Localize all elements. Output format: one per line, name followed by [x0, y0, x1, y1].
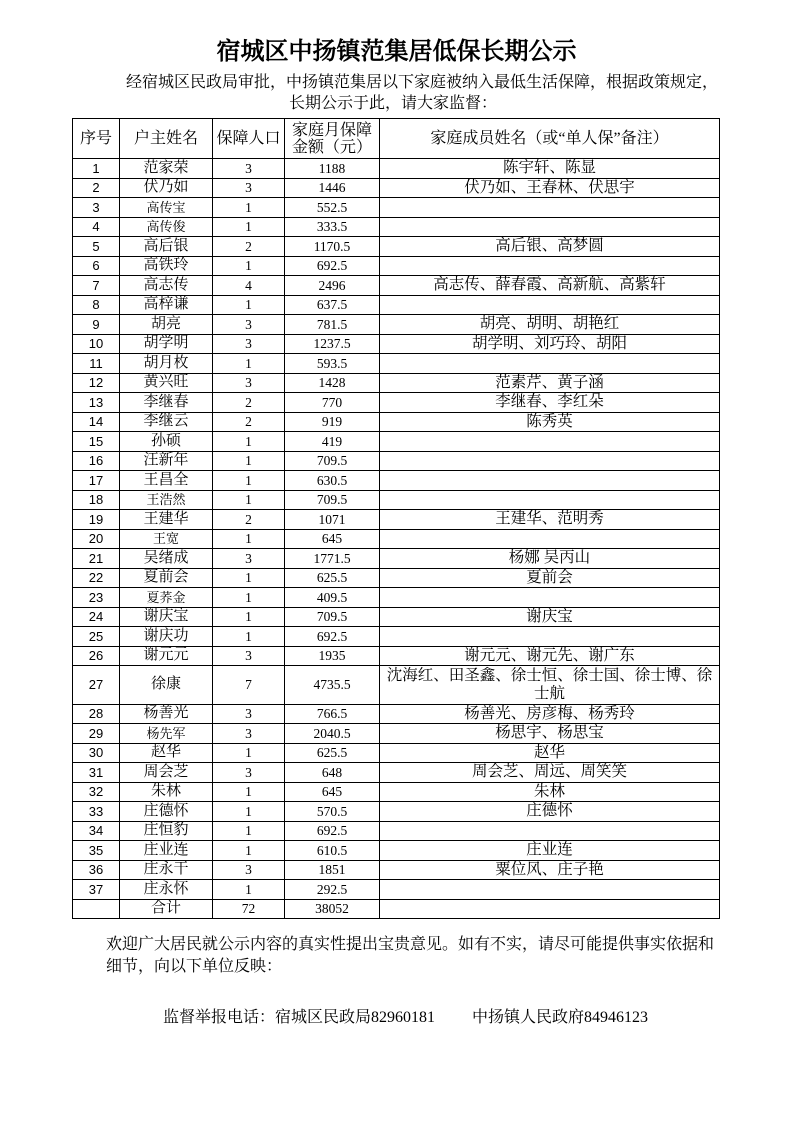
- row-number-cell: 33: [73, 802, 120, 822]
- household-head-cell: 朱林: [120, 782, 213, 802]
- household-head-cell: 胡学明: [120, 334, 213, 354]
- monthly-amount-cell: 648: [285, 763, 380, 783]
- table-body: [73, 159, 720, 900]
- covered-persons-cell: 1: [213, 354, 285, 374]
- monthly-amount-cell: 625.5: [285, 568, 380, 588]
- row-number-cell: 1: [73, 159, 120, 179]
- table-row: [73, 373, 720, 393]
- family-members-cell: 夏前会: [380, 568, 720, 588]
- table-row: [73, 471, 720, 491]
- row-number-cell: 8: [73, 295, 120, 315]
- row-number-cell: 26: [73, 646, 120, 666]
- monthly-amount-cell: 1446: [285, 178, 380, 198]
- table-row: [73, 646, 720, 666]
- covered-persons-cell: 2: [213, 412, 285, 432]
- table-row: [73, 159, 720, 179]
- household-head-cell: 李继云: [120, 412, 213, 432]
- monthly-amount-cell: 1237.5: [285, 334, 380, 354]
- table-row: [73, 451, 720, 471]
- household-head-cell: 王昌全: [120, 471, 213, 491]
- family-members-cell: 谢元元、谢元先、谢广东: [380, 646, 720, 666]
- monthly-amount-cell: 709.5: [285, 490, 380, 510]
- household-head-cell: 杨善光: [120, 704, 213, 724]
- monthly-amount-cell: 919: [285, 412, 380, 432]
- covered-persons-cell: 3: [213, 334, 285, 354]
- family-members-cell: [380, 198, 720, 218]
- family-members-cell: [380, 880, 720, 900]
- covered-persons-cell: 3: [213, 646, 285, 666]
- family-members-cell: 朱林: [380, 782, 720, 802]
- family-members-cell: [380, 471, 720, 491]
- monthly-amount-cell: 570.5: [285, 802, 380, 822]
- covered-persons-cell: 3: [213, 704, 285, 724]
- total-label-cell: 合计: [120, 899, 213, 919]
- monthly-amount-cell: 610.5: [285, 841, 380, 861]
- monthly-amount-cell: 692.5: [285, 627, 380, 647]
- monthly-amount-cell: 333.5: [285, 217, 380, 237]
- table-row: [73, 432, 720, 452]
- table-row: [73, 315, 720, 335]
- monthly-amount-cell: 630.5: [285, 471, 380, 491]
- table-row: [73, 334, 720, 354]
- header-monthly-amount: [285, 119, 380, 159]
- header-household-head: 户主姓名: [120, 119, 213, 159]
- table-row: [73, 860, 720, 880]
- table-row: [73, 666, 720, 705]
- household-head-cell: 杨先军: [120, 724, 213, 744]
- total-family-members-cell: [380, 899, 720, 919]
- monthly-amount-cell: 2496: [285, 276, 380, 296]
- row-number-cell: 17: [73, 471, 120, 491]
- monthly-amount-cell: 593.5: [285, 354, 380, 374]
- table-row: [73, 217, 720, 237]
- row-number-cell: 21: [73, 549, 120, 569]
- monthly-amount-cell: 625.5: [285, 743, 380, 763]
- table-row: [73, 529, 720, 549]
- household-head-cell: 高后银: [120, 237, 213, 257]
- table-total: [73, 899, 720, 919]
- family-members-cell: [380, 432, 720, 452]
- table-row: [73, 237, 720, 257]
- family-members-cell: [380, 295, 720, 315]
- table-header: [73, 119, 720, 159]
- table-row: [73, 256, 720, 276]
- family-members-cell: [380, 354, 720, 374]
- family-members-cell: 伏乃如、王春林、伏思宇: [380, 178, 720, 198]
- table-row: [73, 743, 720, 763]
- header-monthly-amount-line-2: 金额（元）: [291, 138, 372, 156]
- household-head-cell: 高梓谦: [120, 295, 213, 315]
- family-members-cell: 粟位风、庄子艳: [380, 860, 720, 880]
- covered-persons-cell: 1: [213, 471, 285, 491]
- covered-persons-cell: 1: [213, 841, 285, 861]
- row-number-cell: 24: [73, 607, 120, 627]
- monthly-amount-cell: 4735.5: [285, 666, 380, 705]
- household-head-cell: 伏乃如: [120, 178, 213, 198]
- header-monthly-amount-line-1: 家庭月保障: [291, 121, 372, 139]
- covered-persons-cell: 7: [213, 666, 285, 705]
- row-number-cell: 16: [73, 451, 120, 471]
- row-number-cell: 5: [73, 237, 120, 257]
- table-row: [73, 588, 720, 608]
- covered-persons-cell: 1: [213, 607, 285, 627]
- covered-persons-cell: 3: [213, 159, 285, 179]
- table-row: [73, 880, 720, 900]
- subsistence-allowance-table: [72, 118, 720, 919]
- row-number-cell: 25: [73, 627, 120, 647]
- total-monthly-amount-cell: 38052: [285, 899, 380, 919]
- covered-persons-cell: 1: [213, 880, 285, 900]
- family-members-cell: [380, 256, 720, 276]
- covered-persons-cell: 1: [213, 295, 285, 315]
- family-members-cell: 庄业连: [380, 841, 720, 861]
- total-row: [73, 899, 720, 919]
- row-number-cell: 32: [73, 782, 120, 802]
- intro-line-2: 长期公示于此，请大家监督：: [289, 95, 498, 112]
- monthly-amount-cell: 1851: [285, 860, 380, 880]
- family-members-cell: [380, 529, 720, 549]
- household-head-cell: 汪新年: [120, 451, 213, 471]
- household-head-cell: 李继春: [120, 393, 213, 413]
- monthly-amount-cell: 292.5: [285, 880, 380, 900]
- household-head-cell: 周会芝: [120, 763, 213, 783]
- row-number-cell: 36: [73, 860, 120, 880]
- header-family-members: 家庭成员姓名（或“单人保”备注）: [380, 119, 720, 159]
- table-row: [73, 198, 720, 218]
- table-row: [73, 295, 720, 315]
- family-members-cell: 高志传、薛春霞、高新航、高紫轩: [380, 276, 720, 296]
- row-number-cell: 22: [73, 568, 120, 588]
- row-number-cell: 34: [73, 821, 120, 841]
- row-number-cell: 20: [73, 529, 120, 549]
- row-number-cell: 15: [73, 432, 120, 452]
- covered-persons-cell: 1: [213, 588, 285, 608]
- contact-line: [163, 1007, 648, 1029]
- covered-persons-cell: 1: [213, 529, 285, 549]
- covered-persons-cell: 3: [213, 315, 285, 335]
- header-row: [73, 119, 720, 159]
- covered-persons-cell: 1: [213, 627, 285, 647]
- row-number-cell: 31: [73, 763, 120, 783]
- household-head-cell: 高传宝: [120, 198, 213, 218]
- household-head-cell: 庄德怀: [120, 802, 213, 822]
- total-covered-persons-cell: 72: [213, 899, 285, 919]
- family-members-cell: [380, 627, 720, 647]
- covered-persons-cell: 3: [213, 724, 285, 744]
- table-row: [73, 704, 720, 724]
- monthly-amount-cell: 409.5: [285, 588, 380, 608]
- table-row: [73, 782, 720, 802]
- household-head-cell: 王宽: [120, 529, 213, 549]
- table-row: [73, 178, 720, 198]
- family-members-cell: [380, 490, 720, 510]
- household-head-cell: 谢庆功: [120, 627, 213, 647]
- family-members-cell: [380, 217, 720, 237]
- covered-persons-cell: 3: [213, 178, 285, 198]
- covered-persons-cell: 1: [213, 256, 285, 276]
- household-head-cell: 高传俊: [120, 217, 213, 237]
- household-head-cell: 徐康: [120, 666, 213, 705]
- household-head-cell: 庄永干: [120, 860, 213, 880]
- row-number-cell: 11: [73, 354, 120, 374]
- household-head-cell: 赵华: [120, 743, 213, 763]
- monthly-amount-cell: 645: [285, 529, 380, 549]
- header-covered-persons: 保障人口: [213, 119, 285, 159]
- table-row: [73, 724, 720, 744]
- monthly-amount-cell: 1188: [285, 159, 380, 179]
- notice-title: 宿城区中扬镇范集居低保长期公示: [216, 39, 577, 65]
- family-members-cell: 杨善光、房彦梅、杨秀玲: [380, 704, 720, 724]
- row-number-cell: 3: [73, 198, 120, 218]
- row-number-cell: 14: [73, 412, 120, 432]
- family-members-cell: 陈宇轩、陈显: [380, 159, 720, 179]
- covered-persons-cell: 1: [213, 432, 285, 452]
- family-members-cell: 杨娜 吴丙山: [380, 549, 720, 569]
- monthly-amount-cell: 2040.5: [285, 724, 380, 744]
- household-head-cell: 庄业连: [120, 841, 213, 861]
- covered-persons-cell: 1: [213, 490, 285, 510]
- covered-persons-cell: 1: [213, 802, 285, 822]
- monthly-amount-cell: 766.5: [285, 704, 380, 724]
- table-row: [73, 802, 720, 822]
- row-number-cell: 23: [73, 588, 120, 608]
- monthly-amount-cell: 781.5: [285, 315, 380, 335]
- row-number-cell: 18: [73, 490, 120, 510]
- row-number-cell: 30: [73, 743, 120, 763]
- monthly-amount-cell: 1170.5: [285, 237, 380, 257]
- table-row: [73, 841, 720, 861]
- table-row: [73, 821, 720, 841]
- covered-persons-cell: 1: [213, 821, 285, 841]
- row-number-cell: 27: [73, 666, 120, 705]
- monthly-amount-cell: 1428: [285, 373, 380, 393]
- family-members-cell: 王建华、范明秀: [380, 510, 720, 530]
- household-head-cell: 王浩然: [120, 490, 213, 510]
- monthly-amount-cell: 645: [285, 782, 380, 802]
- household-head-cell: 庄恒豹: [120, 821, 213, 841]
- table-row: [73, 412, 720, 432]
- household-head-cell: 范家荣: [120, 159, 213, 179]
- row-number-cell: 13: [73, 393, 120, 413]
- covered-persons-cell: 4: [213, 276, 285, 296]
- feedback-note: 欢迎广大居民就公示内容的真实性提出宝贵意见。如有不实，请尽可能提供事实依据和细节，向以下单位反映：: [106, 936, 715, 975]
- monthly-amount-cell: 1771.5: [285, 549, 380, 569]
- household-head-cell: 黄兴旺: [120, 373, 213, 393]
- header-row-number: 序号: [73, 119, 120, 159]
- intro-line-1: 经宿城区民政局审批，中扬镇范集居以下家庭被纳入最低生活保障，根据政策规定，: [126, 74, 719, 91]
- family-members-cell: 庄德怀: [380, 802, 720, 822]
- monthly-amount-cell: 770: [285, 393, 380, 413]
- family-members-cell: 沈海红、田圣鑫、徐士恒、徐士国、徐士博、徐士航: [380, 666, 720, 705]
- covered-persons-cell: 3: [213, 549, 285, 569]
- row-number-cell: 7: [73, 276, 120, 296]
- table-row: [73, 354, 720, 374]
- covered-persons-cell: 1: [213, 451, 285, 471]
- row-number-cell: 37: [73, 880, 120, 900]
- covered-persons-cell: 3: [213, 763, 285, 783]
- household-head-cell: 胡月枚: [120, 354, 213, 374]
- table-row: [73, 276, 720, 296]
- family-members-cell: 高后银、高梦圆: [380, 237, 720, 257]
- monthly-amount-cell: 552.5: [285, 198, 380, 218]
- monthly-amount-cell: 637.5: [285, 295, 380, 315]
- covered-persons-cell: 2: [213, 393, 285, 413]
- table-row: [73, 549, 720, 569]
- covered-persons-cell: 1: [213, 568, 285, 588]
- covered-persons-cell: 2: [213, 510, 285, 530]
- family-members-cell: 范素芹、黄子涵: [380, 373, 720, 393]
- covered-persons-cell: 3: [213, 860, 285, 880]
- covered-persons-cell: 1: [213, 782, 285, 802]
- table-row: [73, 627, 720, 647]
- row-number-cell: 2: [73, 178, 120, 198]
- row-number-cell: 35: [73, 841, 120, 861]
- table-row: [73, 607, 720, 627]
- household-head-cell: 吴绪成: [120, 549, 213, 569]
- row-number-cell: 19: [73, 510, 120, 530]
- row-number-cell: 29: [73, 724, 120, 744]
- family-members-cell: [380, 451, 720, 471]
- table-row: [73, 393, 720, 413]
- covered-persons-cell: 3: [213, 373, 285, 393]
- household-head-cell: 夏荞金: [120, 588, 213, 608]
- table-row: [73, 763, 720, 783]
- family-members-cell: 胡学明、刘巧玲、胡阳: [380, 334, 720, 354]
- row-number-cell: 12: [73, 373, 120, 393]
- covered-persons-cell: 1: [213, 217, 285, 237]
- household-head-cell: 谢庆宝: [120, 607, 213, 627]
- family-members-cell: 周会芝、周远、周笑笑: [380, 763, 720, 783]
- family-members-cell: 陈秀英: [380, 412, 720, 432]
- contact-label: 监督举报电话：: [163, 1009, 276, 1026]
- table-row: [73, 490, 720, 510]
- monthly-amount-cell: 1935: [285, 646, 380, 666]
- monthly-amount-cell: 692.5: [285, 821, 380, 841]
- row-number-cell: 9: [73, 315, 120, 335]
- covered-persons-cell: 1: [213, 743, 285, 763]
- contact-town-government: 中扬镇人民政府84946123: [472, 1009, 649, 1026]
- family-members-cell: 赵华: [380, 743, 720, 763]
- table-row: [73, 568, 720, 588]
- total-row-number-cell: [73, 899, 120, 919]
- contact-civil-affairs-bureau: 宿城区民政局82960181: [275, 1009, 436, 1026]
- household-head-cell: 王建华: [120, 510, 213, 530]
- monthly-amount-cell: 1071: [285, 510, 380, 530]
- table-row: [73, 510, 720, 530]
- row-number-cell: 6: [73, 256, 120, 276]
- household-head-cell: 胡亮: [120, 315, 213, 335]
- household-head-cell: 庄永怀: [120, 880, 213, 900]
- family-members-cell: 杨思宇、杨思宝: [380, 724, 720, 744]
- family-members-cell: [380, 821, 720, 841]
- row-number-cell: 4: [73, 217, 120, 237]
- household-head-cell: 高铁玲: [120, 256, 213, 276]
- household-head-cell: 孙硕: [120, 432, 213, 452]
- covered-persons-cell: 2: [213, 237, 285, 257]
- family-members-cell: 胡亮、胡明、胡艳红: [380, 315, 720, 335]
- covered-persons-cell: 1: [213, 198, 285, 218]
- family-members-cell: 李继春、李红朵: [380, 393, 720, 413]
- family-members-cell: 谢庆宝: [380, 607, 720, 627]
- monthly-amount-cell: 709.5: [285, 451, 380, 471]
- monthly-amount-cell: 709.5: [285, 607, 380, 627]
- household-head-cell: 高志传: [120, 276, 213, 296]
- household-head-cell: 谢元元: [120, 646, 213, 666]
- monthly-amount-cell: 419: [285, 432, 380, 452]
- household-head-cell: 夏前会: [120, 568, 213, 588]
- row-number-cell: 10: [73, 334, 120, 354]
- row-number-cell: 28: [73, 704, 120, 724]
- family-members-cell: [380, 588, 720, 608]
- monthly-amount-cell: 692.5: [285, 256, 380, 276]
